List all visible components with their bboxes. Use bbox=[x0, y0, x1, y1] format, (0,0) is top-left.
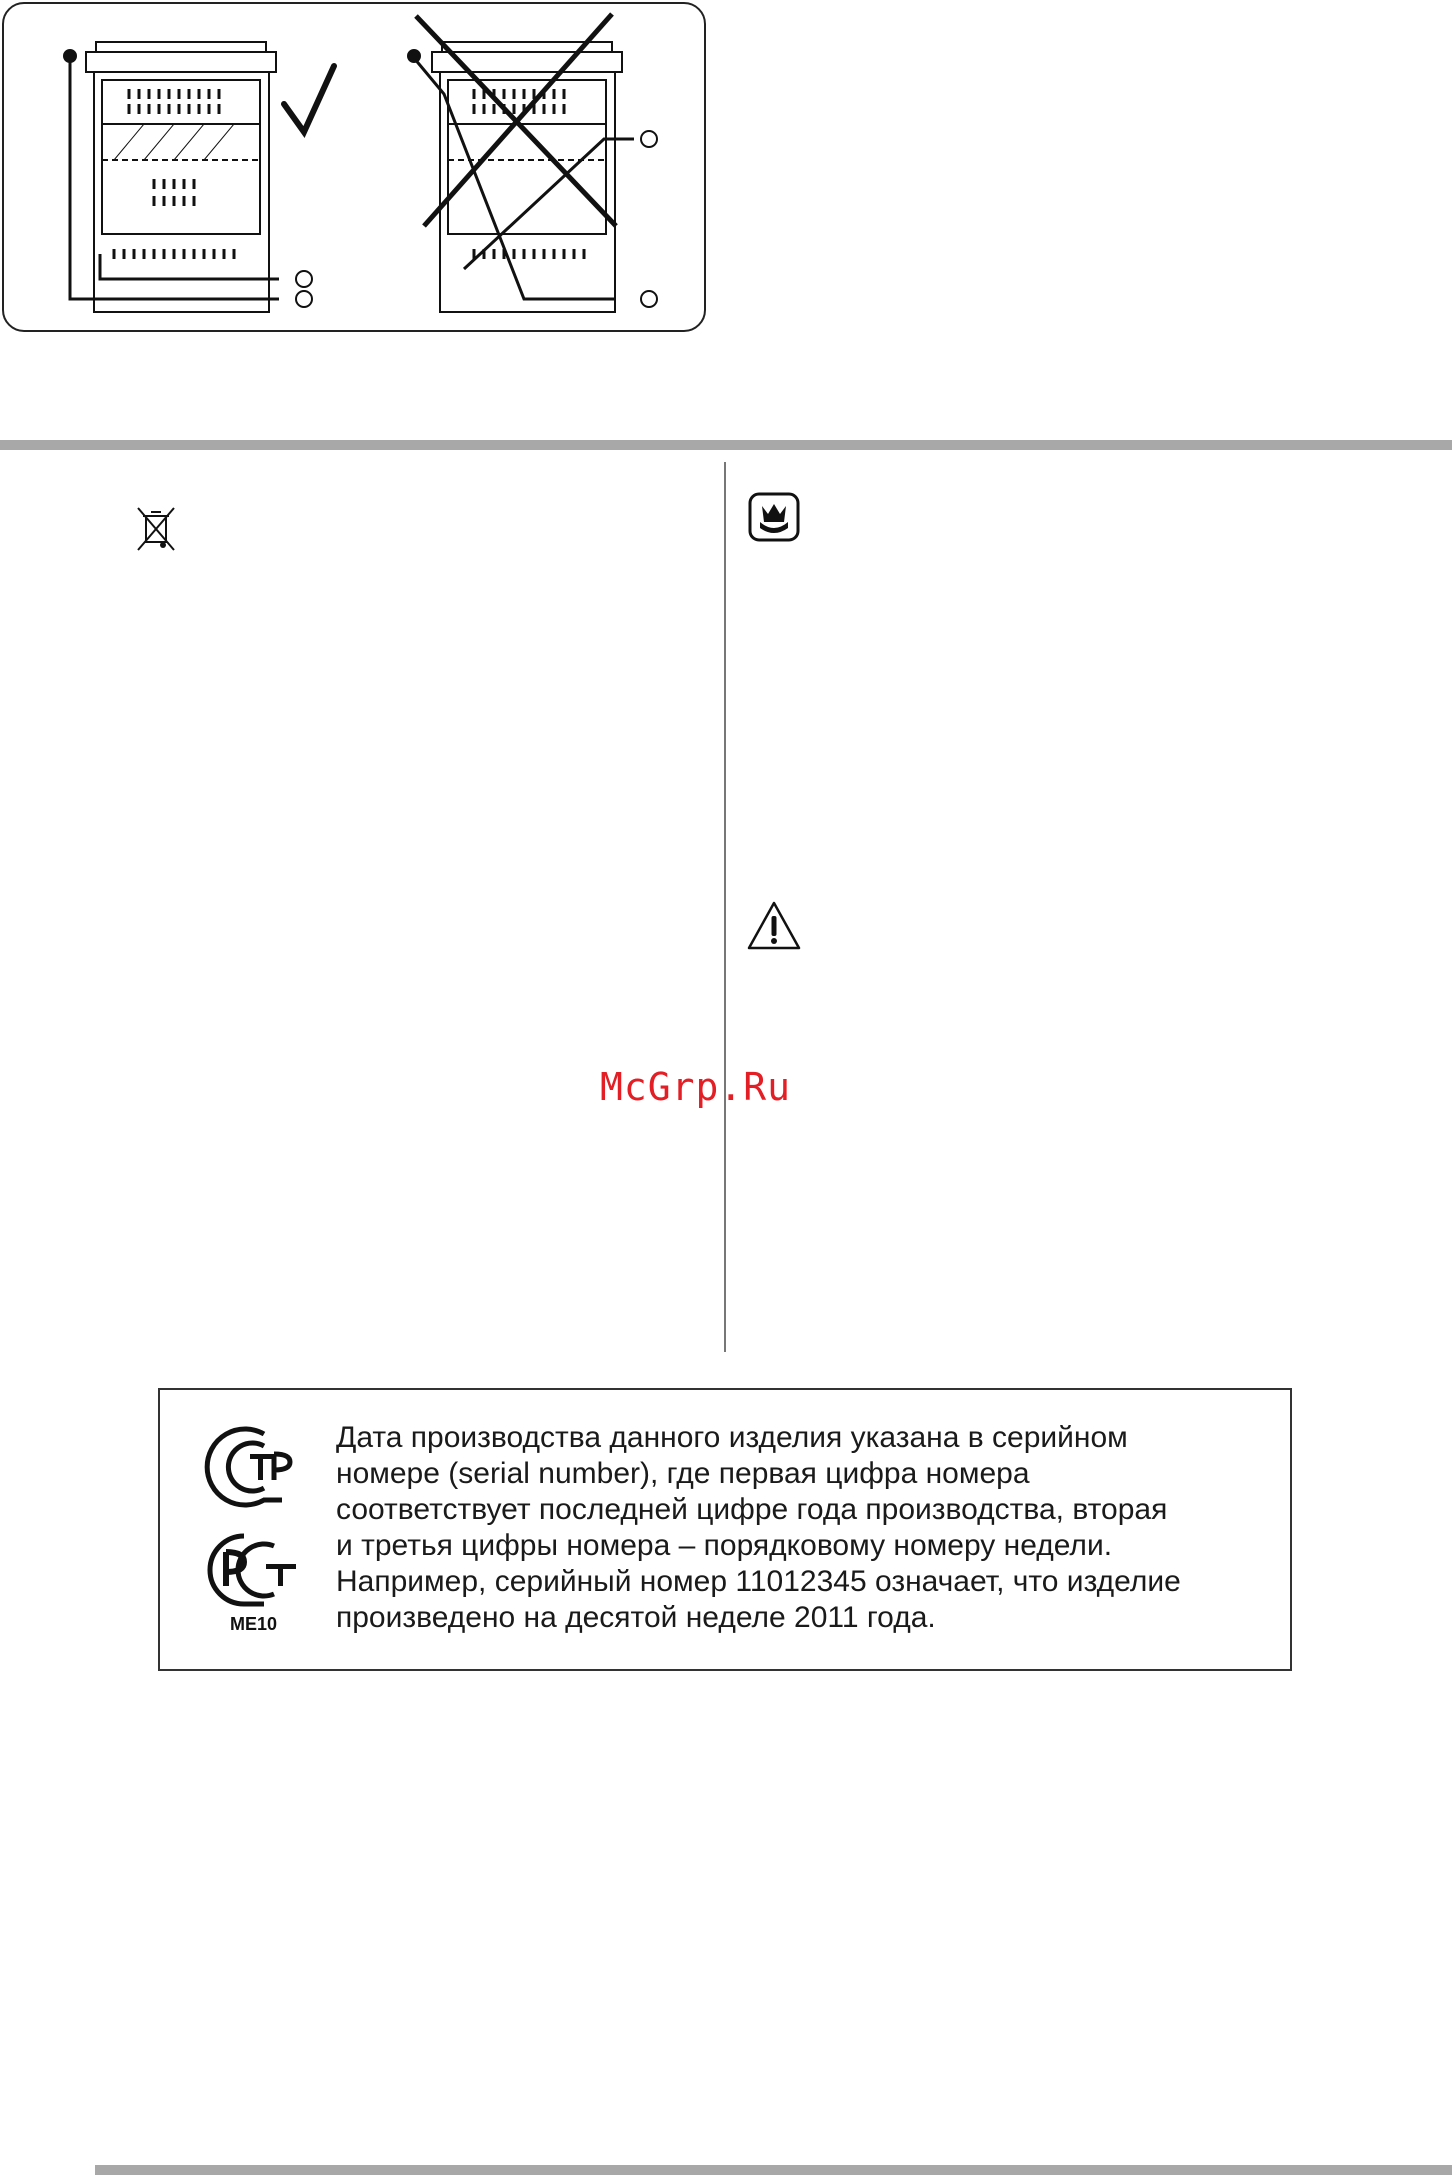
cooker-installation-diagram bbox=[4, 4, 704, 330]
crossed-out-bin-icon bbox=[136, 506, 176, 557]
text-line: соответствует последней цифре года производства, вторая bbox=[336, 1493, 1168, 1526]
production-date-note bbox=[158, 1388, 1292, 1671]
pct-gost-mark-icon bbox=[204, 1530, 304, 1615]
text-line: и третья цифры номера – порядковому номеру недели. bbox=[336, 1529, 1113, 1562]
warning-triangle-icon bbox=[746, 900, 802, 957]
text-line: Дата производства данного изделия указана в серийном bbox=[336, 1421, 1128, 1454]
footer-divider bbox=[95, 2165, 1452, 2175]
production-date-text bbox=[336, 1420, 1256, 1636]
watermark: McGrp.Ru bbox=[600, 1065, 792, 1109]
section-divider bbox=[0, 440, 1452, 450]
column-divider bbox=[724, 462, 726, 1352]
certification-code: ME10 bbox=[230, 1614, 278, 1634]
text-line: произведено на десятой неделе 2011 года. bbox=[336, 1601, 936, 1634]
text-line: Например, серийный номер 11012345 означает, что изделие bbox=[336, 1565, 1181, 1598]
eac-tr-mark-icon bbox=[202, 1424, 302, 1515]
installation-diagram-frame bbox=[2, 2, 706, 332]
correct-installation-figure bbox=[64, 42, 334, 312]
environment-flower-icon bbox=[748, 492, 800, 547]
text-line: номере (serial number), где первая цифра номера bbox=[336, 1457, 1030, 1490]
incorrect-installation-figure bbox=[408, 14, 657, 312]
